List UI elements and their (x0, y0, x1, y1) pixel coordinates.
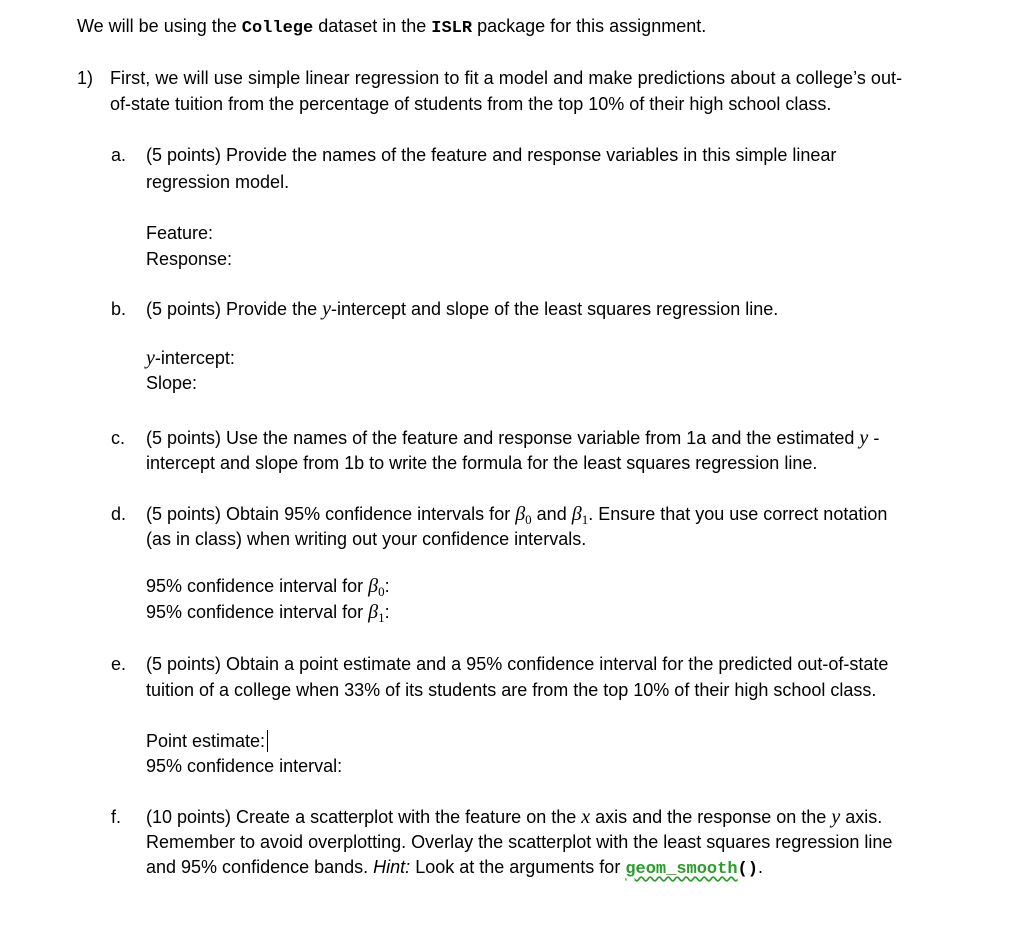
hint-label: Hint: (373, 857, 411, 877)
y-intercept-text: -intercept: (154, 348, 235, 368)
part-a-line-1: (5 points) Provide the names of the feature and response variables in this simple linear (146, 145, 837, 165)
function-parens: () (737, 860, 758, 879)
part-d-line-2: (as in class) when writing out your confidence intervals. (146, 529, 587, 549)
point-estimate-answer-label[interactable]: Point estimate: (146, 729, 268, 753)
part-f-line-2: Remember to avoid overplotting. Overlay the scatterplot with the least squares regression line (146, 832, 893, 852)
part-d-label: d. (111, 504, 127, 524)
beta-0-ci-answer-label: 95% confidence interval for $\beta_0$: (146, 575, 390, 599)
question-text-line-1: First, we will use simple linear regression to fit a model and make predictions about a college’s out- (110, 68, 903, 88)
beta-0-symbol: $\beta_0$ (515, 503, 532, 527)
ci-answer-label: 95% confidence interval: (146, 756, 343, 776)
package-name: ISLR (431, 19, 473, 38)
part-c-line-1 (146, 426, 879, 450)
part-b-line-1 (146, 297, 778, 321)
dataset-name: College (241, 19, 314, 38)
question-number: 1) (77, 68, 94, 88)
beta-1-ci-answer-label: 95% confidence interval for $\beta_1$: (146, 601, 390, 625)
part-d-text-post: . Ensure that you use correct notation (588, 504, 888, 524)
intro-text-1: We will be using the (77, 16, 242, 36)
part-f-line-3: and 95% confidence bands. Hint: Look at the arguments for geom_smooth(). (146, 857, 763, 879)
y-variable: y (859, 427, 869, 449)
part-b-text-pre: (5 points) Provide the (146, 299, 323, 319)
part-e-line-1: (5 points) Obtain a point estimate and a 95% confidence interval for the predicted out-of-state (146, 654, 889, 674)
y-intercept-answer-label (146, 346, 235, 370)
geom-smooth-function: geom_smooth (625, 860, 738, 879)
part-f-label: f. (111, 807, 122, 827)
part-d-text-mid: and (531, 504, 572, 524)
slope-answer-label: Slope: (146, 373, 198, 393)
x-variable: x (581, 806, 591, 828)
question-text-line-2: of-state tuition from the percentage of students from the top 10% of their high school class. (110, 94, 832, 114)
part-b-label: b. (111, 299, 127, 319)
part-f-line-1: (10 points) Create a scatterplot with the feature on the x axis and the response on the y axis. (146, 806, 883, 828)
beta-1-symbol: $\beta_1$ (368, 601, 385, 625)
part-e-line-2: tuition of a college when 33% of its students are from the top 10% of their high school class. (146, 680, 877, 700)
part-e-label: e. (111, 654, 127, 674)
y-variable: y (322, 298, 331, 320)
part-c-text-post: - (868, 428, 880, 448)
intro-text-3: package for this assignment. (472, 16, 707, 36)
intro-sentence (77, 14, 706, 41)
intro-text-2: dataset in the (313, 16, 432, 36)
y-variable: y (831, 806, 841, 828)
part-c-text-pre: (5 points) Use the names of the feature and response variable from 1a and the estimated (146, 428, 860, 448)
y-variable: y (146, 347, 155, 369)
part-a-line-2: regression model. (146, 172, 290, 192)
part-c-label: c. (111, 428, 126, 448)
response-answer-label: Response: (146, 249, 233, 269)
part-b-text-post: -intercept and slope of the least squares regression line. (330, 299, 779, 319)
text-cursor (267, 730, 268, 752)
part-c-line-2: intercept and slope from 1b to write the formula for the least squares regression line. (146, 453, 818, 473)
beta-1-symbol: $\beta_1$ (571, 503, 589, 527)
feature-answer-label: Feature: (146, 223, 214, 243)
beta-0-symbol: $\beta_0$ (368, 575, 385, 599)
part-d-text-pre: (5 points) Obtain 95% confidence intervals for (146, 504, 516, 524)
part-a-label: a. (111, 145, 127, 165)
